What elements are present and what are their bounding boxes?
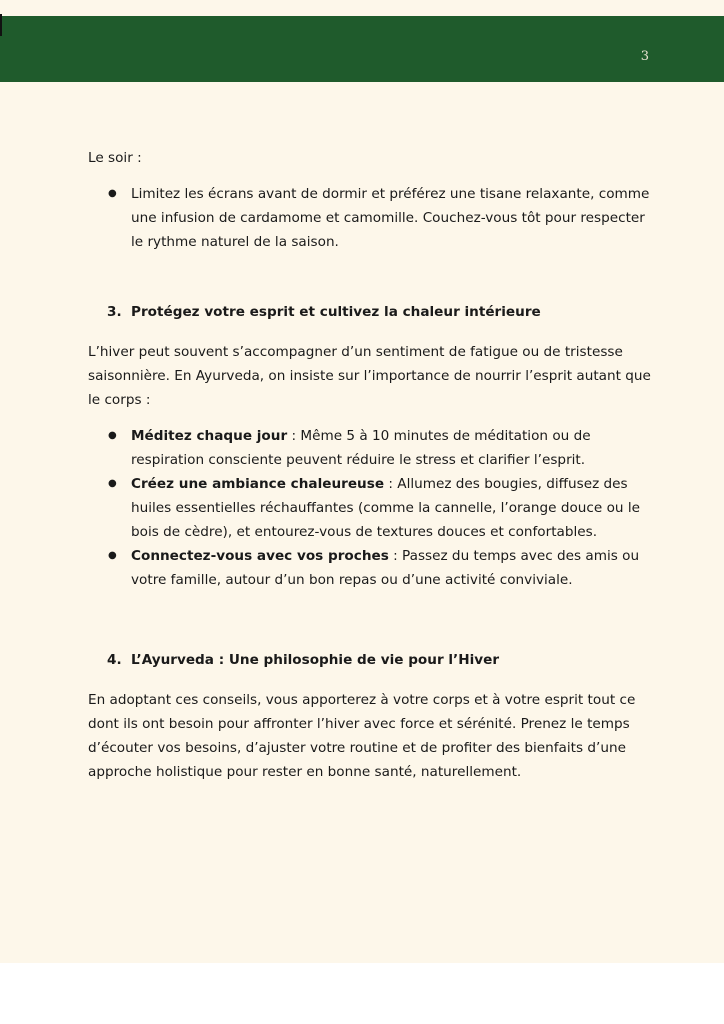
list-item	[88, 424, 658, 472]
evening-label: Le soir :	[88, 150, 142, 166]
section-title: Protégez votre esprit et cultivez la chaleur intérieure	[131, 304, 541, 320]
top-strip	[0, 0, 724, 16]
section-number: 4.	[107, 652, 122, 668]
section-4-heading	[88, 648, 658, 672]
section-number: 3.	[107, 304, 122, 320]
item-text: : Passez du temps avec des amis ou votre famille, autour d’un bon repas ou d’une activité conviviale.	[131, 548, 640, 588]
item-text: : Allumez des bougies, diffusez des huiles essentielles réchauffantes (comme la cannelle, l’orange douce ou le bois de cèdre), et entourez-vous de textures douces et confortables.	[131, 476, 640, 540]
section-title: L’Ayurveda : Une philosophie de vie pour l’Hiver	[131, 652, 500, 668]
section-4-body: En adoptant ces conseils, vous apporterez à votre corps et à votre esprit tout ce dont ils ont besoin pour affronter l’hiver avec force et sérénité. Prenez le temps d’écouter vos besoins, d’ajuster votre routine et de profiter des bienfaits d’une approche holistique pour rester en bonne santé, naturellement.	[88, 692, 636, 780]
page-number: 3	[640, 49, 649, 64]
section-3-heading	[88, 300, 658, 324]
list-item	[88, 472, 658, 544]
item-bold-label: Connectez-vous avec vos proches	[131, 548, 389, 564]
section-3-list	[88, 424, 658, 592]
header-band	[0, 16, 724, 82]
evening-list	[88, 182, 658, 254]
content	[88, 146, 658, 784]
crop-mark	[0, 14, 2, 36]
item-bold-label: Créez une ambiance chaleureuse	[131, 476, 385, 492]
list-item: ● Limitez les écrans avant de dormir et préférez une tisane relaxante, comme une infusion de cardamome et camomille. Couchez-vous tôt pour respecter le rythme naturel de la saison.	[88, 182, 658, 254]
item-bold-label: Méditez chaque jour	[131, 428, 288, 444]
item-text: : Même 5 à 10 minutes de méditation ou de respiration consciente peuvent réduire le stress et clarifier l’esprit.	[131, 428, 591, 468]
list-item	[88, 544, 658, 592]
section-3-intro: L’hiver peut souvent s’accompagner d’un sentiment de fatigue ou de tristesse saisonnière. En Ayurveda, on insiste sur l’importance de nourrir l’esprit autant que le corps :	[88, 344, 651, 408]
